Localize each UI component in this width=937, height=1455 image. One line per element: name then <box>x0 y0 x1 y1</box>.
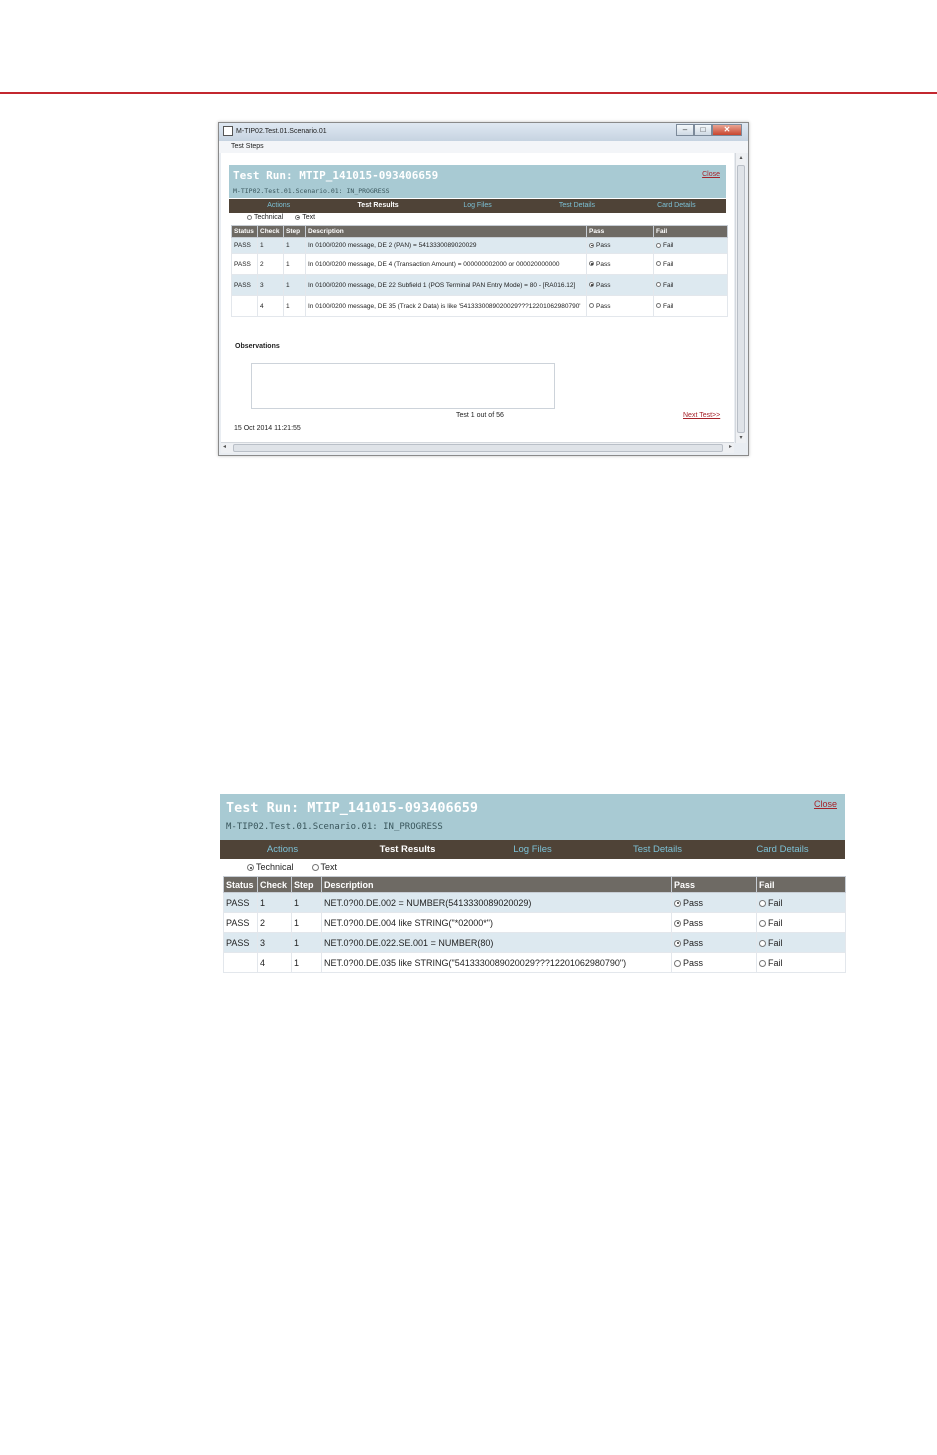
fail-label: Fail <box>768 957 783 968</box>
pass-label: Pass <box>683 937 704 948</box>
app-window <box>218 122 749 456</box>
table-row <box>232 254 728 275</box>
radio-technical[interactable] <box>247 215 252 220</box>
col-description: Description <box>322 877 672 893</box>
app-icon <box>223 126 233 136</box>
tab-actions[interactable]: Actions <box>267 202 291 209</box>
tab-card-details[interactable]: Card Details <box>657 202 696 209</box>
radio-fail[interactable] <box>656 243 661 248</box>
cell-check: 1 <box>258 238 284 254</box>
tab-log-files[interactable]: Log Files <box>513 844 552 855</box>
maximize-icon[interactable]: □ <box>694 124 712 136</box>
pass-label: Pass <box>683 917 704 928</box>
mode-technical-label: Technical <box>254 214 284 221</box>
cell-check: 2 <box>258 254 284 275</box>
window-content <box>221 153 734 443</box>
table-row <box>224 953 846 973</box>
mode-text-label: Text <box>320 862 338 872</box>
col-fail: Fail <box>654 226 728 238</box>
table-row <box>232 238 728 254</box>
cell-check: 4 <box>258 953 292 973</box>
cell-description: NET.0?00.DE.004 like STRING("*02000*") <box>322 913 672 933</box>
cell-step: 1 <box>292 913 322 933</box>
radio-pass[interactable] <box>589 261 594 266</box>
col-step: Step <box>292 877 322 893</box>
table-row <box>224 893 846 913</box>
menu-bar <box>219 141 748 153</box>
scroll-down-icon[interactable]: ▾ <box>739 435 743 441</box>
horizontal-scrollbar[interactable] <box>221 442 734 453</box>
next-test-link[interactable]: Next Test>> <box>683 412 721 419</box>
tab-card-details[interactable]: Card Details <box>756 844 809 855</box>
cell-pass[interactable] <box>672 913 757 933</box>
radio-pass[interactable] <box>589 243 594 248</box>
col-pass: Pass <box>587 226 654 238</box>
close-window-icon[interactable]: ✕ <box>712 124 742 136</box>
cell-description: In 0100/0200 message, DE 22 Subfield 1 (POS Terminal PAN Entry Mode) = 80 - [RA016.12] <box>306 275 587 296</box>
cell-pass[interactable] <box>672 933 757 953</box>
vertical-scrollbar[interactable] <box>735 153 746 443</box>
cell-check: 2 <box>258 913 292 933</box>
tab-test-details[interactable]: Test Details <box>632 844 683 855</box>
table-row <box>224 913 846 933</box>
test-run-title: Test Run: MTIP_141015-093406659 <box>233 169 439 182</box>
cell-fail[interactable] <box>654 254 728 275</box>
nav-bar <box>220 840 845 859</box>
mode-technical[interactable] <box>247 214 283 221</box>
cell-fail[interactable] <box>757 953 846 973</box>
cell-description: NET.0?00.DE.035 like STRING("5413330089020029???12201062980790") <box>322 953 672 973</box>
cell-check: 4 <box>258 296 284 317</box>
test-run-title: Test Run: MTIP_141015-093406659 <box>226 800 478 816</box>
mode-text[interactable] <box>312 862 338 872</box>
col-status: Status <box>232 226 258 238</box>
technical-view-panel <box>220 794 845 979</box>
table-header-row <box>232 226 728 238</box>
pass-label: Pass <box>683 957 704 968</box>
nav-bar <box>229 199 726 213</box>
table-row <box>232 296 728 317</box>
mode-selector <box>247 862 337 872</box>
cell-status <box>224 953 258 973</box>
cell-fail[interactable] <box>757 893 846 913</box>
radio-pass[interactable] <box>674 940 681 947</box>
results-table <box>223 876 846 973</box>
observations-label: Observations <box>235 343 280 350</box>
fail-label: Fail <box>663 302 674 310</box>
cell-fail[interactable] <box>757 913 846 933</box>
window-controls <box>676 124 742 136</box>
cell-description: In 0100/0200 message, DE 4 (Transaction Amount) = 000000002000 or 000020000000 <box>306 254 587 275</box>
col-step: Step <box>284 226 306 238</box>
fail-label: Fail <box>663 260 674 268</box>
table-row <box>232 275 728 296</box>
col-description: Description <box>306 226 587 238</box>
fail-label: Fail <box>663 242 674 249</box>
col-status: Status <box>224 877 258 893</box>
mode-technical-label: Technical <box>256 862 294 872</box>
cell-status: PASS <box>224 893 258 913</box>
mode-technical[interactable] <box>247 862 294 872</box>
radio-pass[interactable] <box>674 900 681 907</box>
cell-description: NET.0?00.DE.002 = NUMBER(5413330089020029) <box>322 893 672 913</box>
test-run-subtitle: M-TIP02.Test.01.Scenario.01: IN_PROGRESS <box>233 187 390 195</box>
cell-status: PASS <box>232 238 258 254</box>
cell-pass[interactable] <box>672 893 757 913</box>
radio-pass[interactable] <box>589 282 594 287</box>
radio-text[interactable] <box>295 215 300 220</box>
tab-test-details[interactable]: Test Details <box>558 202 596 209</box>
radio-fail[interactable] <box>759 960 766 967</box>
pass-label: Pass <box>596 260 611 268</box>
pass-label: Pass <box>683 897 704 908</box>
pass-label: Pass <box>596 242 611 249</box>
test-run-header <box>229 165 726 198</box>
fail-label: Fail <box>768 897 783 908</box>
scroll-up-icon[interactable]: ▴ <box>739 155 743 161</box>
col-check: Check <box>258 877 292 893</box>
cell-step: 1 <box>292 893 322 913</box>
timestamp: 15 Oct 2014 11:21:55 <box>234 425 301 432</box>
cell-status <box>232 296 258 317</box>
mode-text-label: Text <box>302 214 316 221</box>
radio-pass[interactable] <box>589 303 594 308</box>
radio-technical[interactable] <box>247 864 254 871</box>
radio-fail[interactable] <box>656 303 661 308</box>
col-fail: Fail <box>757 877 846 893</box>
cell-step: 1 <box>284 254 306 275</box>
minimize-icon[interactable]: – <box>676 124 694 136</box>
pass-label: Pass <box>596 281 611 289</box>
scroll-left-icon[interactable]: ◂ <box>223 444 227 450</box>
radio-fail[interactable] <box>656 261 661 266</box>
cell-fail[interactable] <box>654 296 728 317</box>
mode-selector <box>247 214 315 221</box>
radio-fail[interactable] <box>656 282 661 287</box>
cell-status: PASS <box>224 933 258 953</box>
cell-fail[interactable] <box>757 933 846 953</box>
observations-input[interactable] <box>251 363 555 409</box>
table-row <box>224 933 846 953</box>
cell-step: 1 <box>292 953 322 973</box>
test-run-header <box>220 794 845 840</box>
close-link[interactable]: Close <box>813 799 837 809</box>
tab-actions[interactable]: Actions <box>266 844 299 855</box>
pass-label: Pass <box>596 302 611 310</box>
cell-description: In 0100/0200 message, DE 35 (Track 2 Data) is like '5413330089020029???12201062980790' <box>306 296 587 317</box>
vertical-scroll-thumb[interactable] <box>737 165 745 433</box>
cell-fail[interactable] <box>654 275 728 296</box>
radio-fail[interactable] <box>759 940 766 947</box>
page-top-rule <box>0 92 937 94</box>
radio-fail[interactable] <box>759 900 766 907</box>
tab-test-results[interactable]: Test Results <box>379 844 436 855</box>
cell-pass[interactable] <box>587 238 654 254</box>
test-run-subtitle: M-TIP02.Test.01.Scenario.01: IN_PROGRESS <box>226 822 443 832</box>
menu-item-test-steps[interactable]: Test Steps <box>231 143 264 150</box>
scroll-right-icon[interactable]: ▸ <box>728 444 732 450</box>
col-pass: Pass <box>672 877 757 893</box>
radio-pass[interactable] <box>674 920 681 927</box>
window-titlebar <box>219 123 748 141</box>
cell-status: PASS <box>224 913 258 933</box>
cell-step: 1 <box>292 933 322 953</box>
cell-pass[interactable] <box>587 296 654 317</box>
test-counter: Test 1 out of 56 <box>456 412 504 419</box>
cell-description: In 0100/0200 message, DE 2 (PAN) = 5413330089020029 <box>306 238 587 254</box>
cell-step: 1 <box>284 296 306 317</box>
cell-check: 3 <box>258 933 292 953</box>
cell-check: 1 <box>258 893 292 913</box>
cell-fail[interactable] <box>654 238 728 254</box>
fail-label: Fail <box>768 937 783 948</box>
tab-test-results[interactable]: Test Results <box>357 202 399 209</box>
close-link[interactable]: Close <box>702 171 720 178</box>
cell-check: 3 <box>258 275 284 296</box>
tab-log-files[interactable]: Log Files <box>463 202 492 209</box>
results-table <box>231 225 728 317</box>
fail-label: Fail <box>663 281 674 289</box>
cell-pass[interactable] <box>587 275 654 296</box>
radio-text[interactable] <box>312 864 319 871</box>
table-header-row <box>224 877 846 893</box>
cell-pass[interactable] <box>672 953 757 973</box>
horizontal-scroll-thumb[interactable] <box>233 444 723 452</box>
cell-pass[interactable] <box>587 254 654 275</box>
fail-label: Fail <box>768 917 783 928</box>
radio-pass[interactable] <box>674 960 681 967</box>
col-check: Check <box>258 226 284 238</box>
cell-step: 1 <box>284 238 306 254</box>
cell-step: 1 <box>284 275 306 296</box>
cell-status: PASS <box>232 254 258 275</box>
mode-text[interactable] <box>295 214 315 221</box>
cell-status: PASS <box>232 275 258 296</box>
cell-description: NET.0?00.DE.022.SE.001 = NUMBER(80) <box>322 933 672 953</box>
radio-fail[interactable] <box>759 920 766 927</box>
window-title: M-TIP02.Test.01.Scenario.01 <box>236 128 327 135</box>
